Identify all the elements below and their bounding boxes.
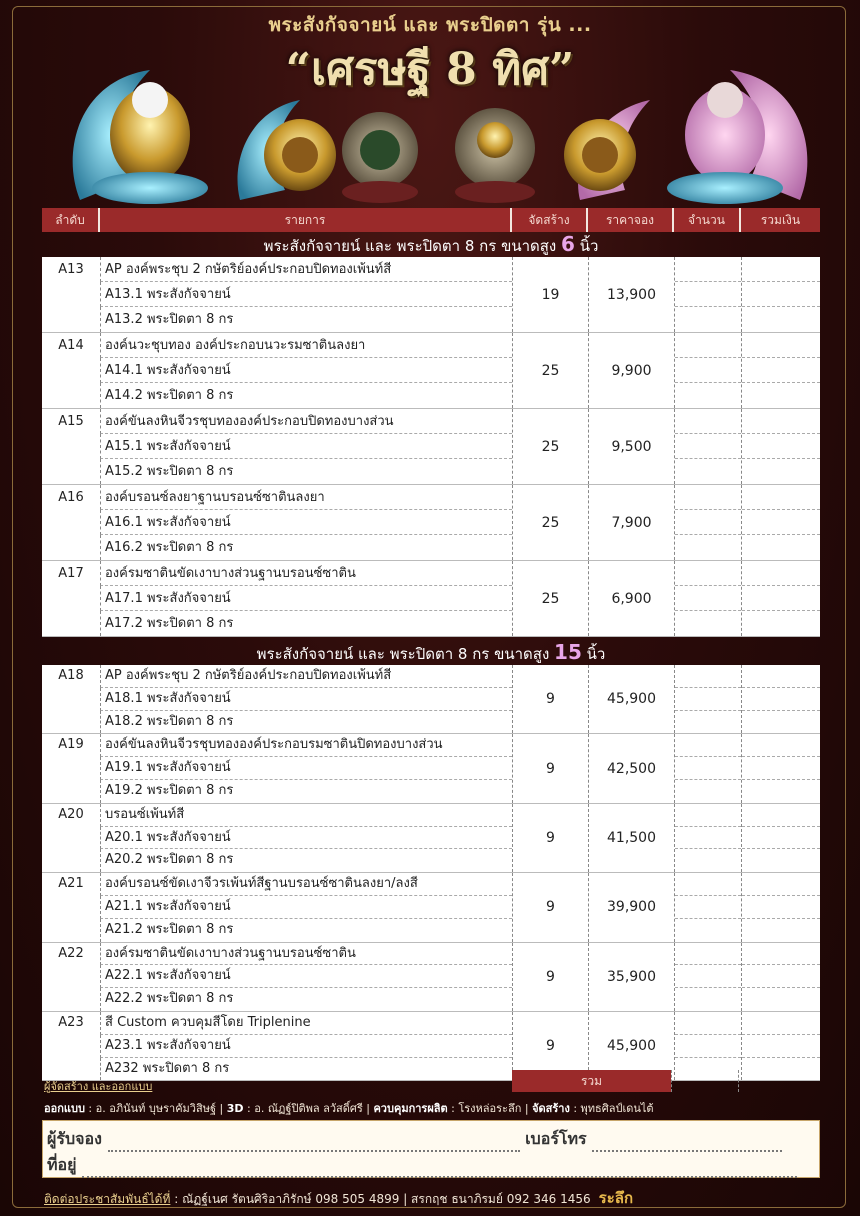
item-sub-line: A13.1 พระสังกัจจายน์: [100, 282, 512, 307]
item-sub-line: A16.1 พระสังกัจจายน์: [100, 510, 512, 535]
credit-quality-value: : โรงหล่อระลึก |: [447, 1102, 533, 1115]
section-2-title-text: พระสังกัจจายน์ และ พระปิดตา 8 กร ขนาดสูง: [256, 645, 550, 663]
item-name: บรอนซ์เพ้นท์สี: [100, 804, 512, 827]
item-lines: [100, 333, 512, 408]
item-name: องค์รมซาตินขัดเงาบางส่วนฐานบรอนซ์ซาติน: [100, 561, 512, 586]
col-header-total: รวมเงิน: [741, 208, 820, 232]
col-header-price: ราคาจอง: [588, 208, 674, 232]
item-total-cell[interactable]: [741, 561, 820, 636]
credit-3d-label: 3D: [226, 1102, 244, 1115]
col-header-no: ลำดับ: [42, 208, 100, 232]
item-sub-line: A232 พระปิดตา 8 กร: [100, 1058, 512, 1081]
item-lines: [100, 943, 512, 1011]
item-name: องค์ขันลงหินจีวรชุบทององค์ประกอบรมซาตินปิดทองบางส่วน: [100, 734, 512, 757]
item-sub-line: A17.1 พระสังกัจจายน์: [100, 586, 512, 611]
item-name: องค์รมซาตินขัดเงาบางส่วนฐานบรอนซ์ซาติน: [100, 943, 512, 966]
item-total-cell[interactable]: [741, 257, 820, 332]
item-lines: [100, 804, 512, 872]
col-header-qty: จำนวน: [674, 208, 741, 232]
item-qty-cell[interactable]: [674, 943, 741, 1011]
section-1-title-text: พระสังกัจจายน์ และ พระปิดตา 8 กร ขนาดสูง: [263, 237, 557, 255]
item-name: AP องค์พระชุบ 2 กษัตริย์องค์ประกอบปิดทองเพ้นท์สี: [100, 665, 512, 688]
phone-field[interactable]: [592, 1138, 782, 1152]
item-sub-line: A19.2 พระปิดตา 8 กร: [100, 780, 512, 803]
credit-design-value: : อ. อภินันท์ บุษราคัมวิสิษฐ์ |: [84, 1102, 227, 1115]
item-price: 6,900: [588, 561, 674, 636]
item-code: A23: [58, 1014, 84, 1030]
item-total-cell[interactable]: [741, 943, 820, 1011]
item-price: 39,900: [588, 873, 674, 941]
brand-logo: ระลึก: [598, 1189, 634, 1207]
item-code: A22: [58, 945, 84, 961]
address-field[interactable]: [82, 1164, 797, 1178]
order-form: [42, 1120, 820, 1178]
item-total-cell[interactable]: [741, 873, 820, 941]
item-name: องค์ขันลงหินจีวรชุบทององค์ประกอบปิดทองบางส่วน: [100, 409, 512, 434]
item-total-cell[interactable]: [741, 804, 820, 872]
credit-quality-label: ควบคุมการผลิต: [373, 1102, 448, 1115]
item-lines: [100, 561, 512, 636]
item-sub-line: A22.1 พระสังกัจจายน์: [100, 965, 512, 988]
item-group: [42, 333, 820, 409]
item-price: 9,900: [588, 333, 674, 408]
item-group: [42, 257, 820, 333]
item-code: A21: [58, 876, 84, 892]
item-sub-line: A21.2 พระปิดตา 8 กร: [100, 919, 512, 942]
item-name: องค์บรอนซ์ลงยาฐานบรอนซ์ซาตินลงยา: [100, 485, 512, 510]
item-lines: [100, 485, 512, 560]
item-group: [42, 943, 820, 1012]
item-sub-line: A20.2 พระปิดตา 8 กร: [100, 849, 512, 872]
credits-line: [44, 1099, 824, 1117]
item-lines: [100, 665, 512, 733]
item-price: 9,500: [588, 409, 674, 484]
sum-cells: [671, 1070, 820, 1092]
item-lines: [100, 873, 512, 941]
sum-qty-cell[interactable]: [671, 1070, 738, 1092]
item-qty-cell[interactable]: [674, 804, 741, 872]
item-group: [42, 873, 820, 942]
item-made-count: 9: [512, 804, 588, 872]
section-2-size: 15: [554, 640, 582, 664]
item-sub-line: A18.1 พระสังกัจจายน์: [100, 688, 512, 711]
figures-illustration: [60, 60, 820, 205]
col-header-made: จัดสร้าง: [512, 208, 588, 232]
item-code: A18: [58, 668, 84, 683]
item-price: 45,900: [588, 665, 674, 733]
item-total-cell[interactable]: [741, 485, 820, 560]
item-sub-line: A20.1 พระสังกัจจายน์: [100, 827, 512, 850]
item-price: 42,500: [588, 734, 674, 802]
item-group: [42, 561, 820, 637]
credit-maker-value: : พุทธศิลป์เดนไต้: [569, 1102, 654, 1115]
item-qty-cell[interactable]: [674, 665, 741, 733]
header-subtitle: พระสังกัจจายน์ และ พระปิดตา รุ่น ...: [268, 14, 592, 36]
section-1-unit: นิ้ว: [579, 237, 599, 255]
address-label: ที่อยู่: [47, 1155, 77, 1174]
item-made-count: 25: [512, 561, 588, 636]
item-code: A20: [58, 806, 84, 822]
item-sub-line: A15.2 พระปิดตา 8 กร: [100, 459, 512, 484]
section-1-block: [42, 257, 820, 637]
item-made-count: 19: [512, 257, 588, 332]
section-2-unit: นิ้ว: [586, 645, 606, 663]
item-name: องค์บรอนซ์ขัดเงาจีวรเพ้นท์สีฐานบรอนซ์ซาตินลงยา/ลงสี: [100, 873, 512, 896]
credit-maker-label: จัดสร้าง: [532, 1102, 570, 1115]
item-sub-line: A14.1 พระสังกัจจายน์: [100, 358, 512, 383]
item-qty-cell[interactable]: [674, 873, 741, 941]
contact-line: [44, 1186, 633, 1210]
section-2-title: [42, 640, 820, 665]
section-1-title: [42, 232, 820, 257]
item-made-count: 9: [512, 665, 588, 733]
item-total-cell[interactable]: [741, 409, 820, 484]
item-sub-line: A22.2 พระปิดตา 8 กร: [100, 988, 512, 1011]
item-code: A17: [58, 566, 84, 581]
section-1-size: 6: [561, 232, 575, 256]
item-made-count: 25: [512, 485, 588, 560]
item-sub-line: A17.2 พระปิดตา 8 กร: [100, 611, 512, 636]
item-group: [42, 734, 820, 803]
reserver-field[interactable]: [108, 1138, 520, 1152]
item-sub-line: A18.2 พระปิดตา 8 กร: [100, 711, 512, 734]
credit-design-label: ออกแบบ: [44, 1102, 85, 1115]
item-made-count: 25: [512, 333, 588, 408]
item-total-cell[interactable]: [741, 333, 820, 408]
product-figures-banner: [60, 60, 820, 205]
item-made-count: 9: [512, 734, 588, 802]
item-group: [42, 804, 820, 873]
sum-label: รวม: [512, 1070, 671, 1092]
item-name: สี Custom ควบคุมสีโดย Triplenine: [100, 1012, 512, 1035]
credit-3d-value: : อ. ณัฏฐ์ปิติพล ลวัสดิ์ศรี |: [243, 1102, 374, 1115]
item-code: A13: [58, 262, 84, 277]
item-price: 35,900: [588, 943, 674, 1011]
item-qty-cell[interactable]: [674, 485, 741, 560]
item-sub-line: A16.2 พระปิดตา 8 กร: [100, 535, 512, 560]
item-code: A16: [58, 490, 84, 505]
item-qty-cell[interactable]: [674, 561, 741, 636]
sum-total-cell[interactable]: [738, 1070, 820, 1092]
item-lines: [100, 1012, 512, 1080]
order-row-reserver: [47, 1127, 782, 1152]
item-qty-cell[interactable]: [674, 734, 741, 802]
item-code: A15: [58, 414, 84, 429]
item-made-count: 25: [512, 409, 588, 484]
item-name: องค์นวะชุบทอง องค์ประกอบนวะรมซาตินลงยา: [100, 333, 512, 358]
item-sub-line: A23.1 พระสังกัจจายน์: [100, 1035, 512, 1058]
item-sub-line: A15.1 พระสังกัจจายน์: [100, 434, 512, 459]
contact-text: : ณัฏฐ์เนศ รัตนศิริอาภิรักษ์ 098 505 4899 | สรกฤช ธนาภิรมย์ 092 346 1456: [170, 1192, 591, 1206]
item-lines: [100, 257, 512, 332]
item-lines: [100, 734, 512, 802]
item-total-cell[interactable]: [741, 665, 820, 733]
item-price: 13,900: [588, 257, 674, 332]
item-made-count: 9: [512, 873, 588, 941]
item-group: [42, 409, 820, 485]
item-qty-cell[interactable]: [674, 257, 741, 332]
item-qty-cell[interactable]: [674, 333, 741, 408]
item-price: 45,900: [588, 1012, 674, 1080]
order-row-address: [47, 1153, 797, 1178]
section-2-block: [42, 665, 820, 1081]
item-sub-line: A14.2 พระปิดตา 8 กร: [100, 383, 512, 408]
item-made-count: 9: [512, 943, 588, 1011]
item-sub-line: A21.1 พระสังกัจจายน์: [100, 896, 512, 919]
phone-label: เบอร์โทร: [525, 1129, 587, 1148]
table-header: [42, 208, 820, 232]
item-name: AP องค์พระชุบ 2 กษัตริย์องค์ประกอบปิดทองเพ้นท์สี: [100, 257, 512, 282]
item-made-count: 9: [512, 1012, 588, 1080]
reserver-label: ผู้รับจอง: [47, 1129, 102, 1148]
creator-link[interactable]: ผู้จัดสร้าง และออกแบบ: [44, 1080, 153, 1093]
header-title: “เศรษฐี 8 ทิศ”: [285, 44, 575, 95]
item-lines: [100, 409, 512, 484]
price-table: [42, 208, 820, 1081]
item-total-cell[interactable]: [741, 734, 820, 802]
item-code: A19: [58, 737, 84, 753]
item-sub-line: A19.1 พระสังกัจจายน์: [100, 757, 512, 780]
contact-label: ติดต่อประชาสัมพันธ์ได้ที่: [44, 1192, 171, 1206]
col-header-item: รายการ: [100, 208, 512, 232]
item-price: 41,500: [588, 804, 674, 872]
item-sub-line: A13.2 พระปิดตา 8 กร: [100, 307, 512, 332]
item-qty-cell[interactable]: [674, 409, 741, 484]
item-group: [42, 485, 820, 561]
item-group: [42, 665, 820, 734]
item-code: A14: [58, 338, 84, 353]
item-price: 7,900: [588, 485, 674, 560]
